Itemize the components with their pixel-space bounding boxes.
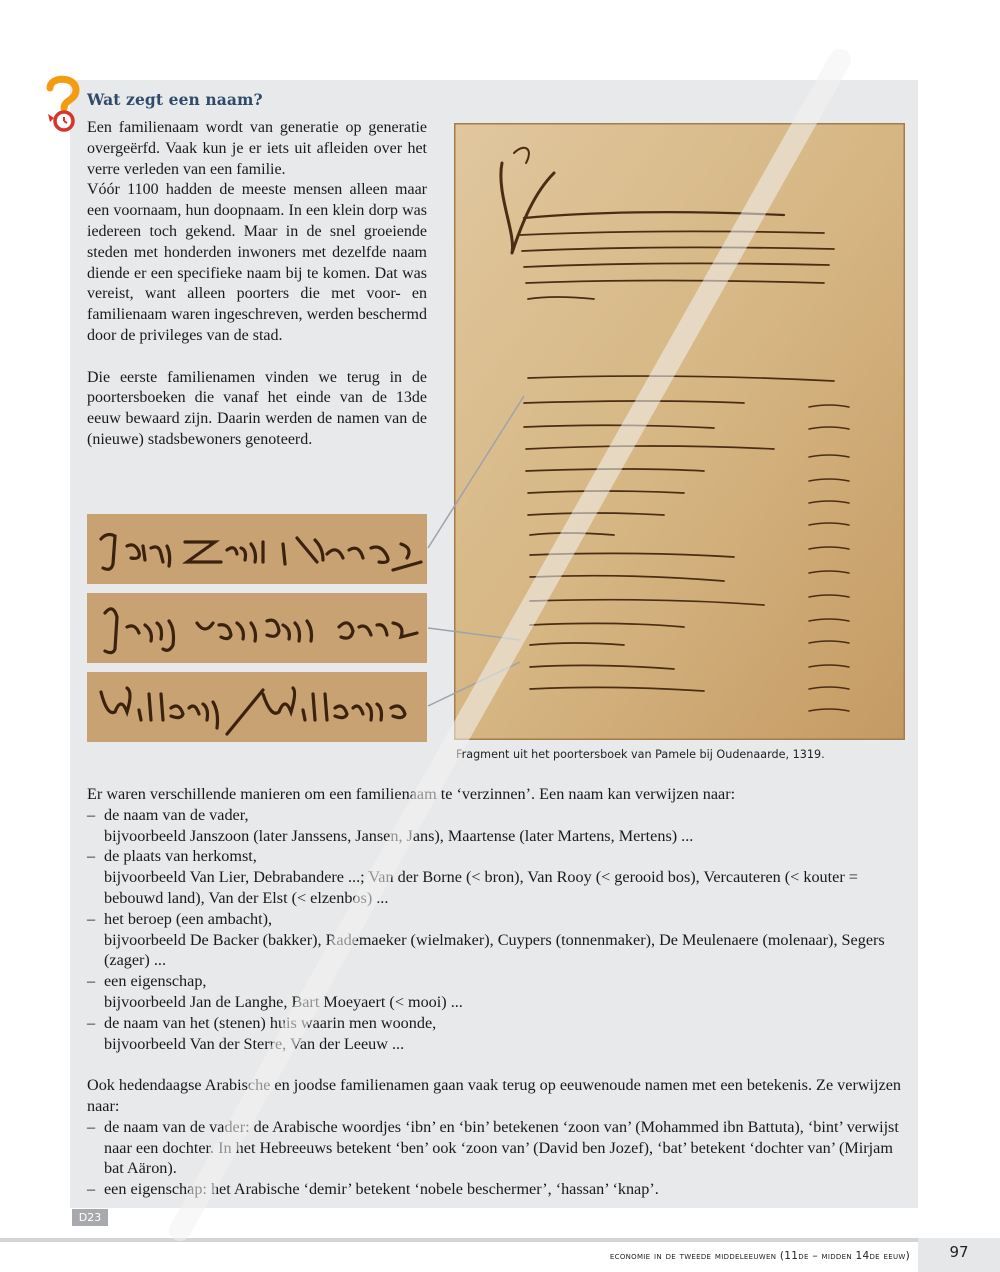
image-caption: Fragment uit het poortersboek van Pamele bij Oudenaarde, 1319. bbox=[456, 748, 825, 761]
body-intro: Er waren verschillende manieren om een familienaam te ‘verzinnen’. Een naam kan verwijzen naar: bbox=[87, 785, 736, 803]
list-item-example: bijvoorbeeld Janszoon (later Janssens, Jansen, Jans), Maartense (later Martens, Mertens) ... bbox=[104, 826, 694, 845]
intro-paragraph: Vóór 1100 hadden de meeste mensen alleen maar een voornaam, hun doopnaam. In een klein dorp was iedereen toch gekend. Maar in de snel groeiende steden met honderden inwoners met dezelfde naam diende er een specifieke naam bij te komen. Dat was vereist, want alleen poorters die met voor- en familienaam waren ingeschreven, werden beschermd door de privileges van de stad. bbox=[87, 181, 427, 344]
list-item: – een eigenschap: het Arabische ‘demir’ betekent ‘nobele beschermer’, ‘hassan’ ‘knap’. bbox=[87, 1180, 659, 1199]
list-item-example: bijvoorbeeld Jan de Langhe, Bart Moeyaert (< mooi) ... bbox=[104, 992, 463, 1011]
handwriting-snippet bbox=[87, 672, 427, 742]
list-item-example: bijvoorbeeld Van Lier, Debrabandere ...; Van der Borne (< bron), Van Rooy (< gerooid bos), Vercauteren (< kouter = bebouwd land), Van der Elst (< elzenbos) ... bbox=[104, 868, 858, 907]
list-item: – de naam van het (stenen) huis waarin men woonde, bbox=[87, 1013, 437, 1032]
list-item: – de plaats van herkomst, bbox=[87, 847, 257, 866]
page-number: 97 bbox=[949, 1243, 969, 1261]
list-item: – het beroep (een ambacht), bbox=[87, 909, 273, 928]
body-text bbox=[87, 784, 902, 1200]
intro-paragraph: Die eerste familienamen vinden we terug in de poortersboeken die vanaf het einde van de 13de eeuw bewaard zijn. Daarin werden de namen van de (nieuwe) stadsbewoners genoteerd. bbox=[87, 368, 427, 448]
handwriting-snippet bbox=[87, 514, 427, 584]
footer-chapter-title: economie in de tweede middeleeuwen (11de – midden 14de eeuw) bbox=[609, 1250, 910, 1262]
list-item-example: bijvoorbeeld Van der Sterre, Van der Leeuw ... bbox=[104, 1034, 405, 1053]
source-tag: D23 bbox=[72, 1209, 108, 1226]
intro-paragraph: Een familienaam wordt van generatie op generatie overgeërfd. Vaak kun je er iets uit afleiden over het verre verleden van een familie. bbox=[87, 119, 427, 178]
handwriting-snippet bbox=[87, 593, 427, 663]
list-item: – de naam van de vader, bbox=[87, 805, 249, 824]
list-item-example: bijvoorbeeld De Backer (bakker), Rademaeker (wielmaker), Cuypers (tonnenmaker), De Meulenaere (molenaar), Segers (zager) ... bbox=[104, 930, 885, 970]
arabic-intro: Ook hedendaagse Arabische en joodse familienamen gaan vaak terug op eeuwenoude namen met een betekenis. Ze verwijzen naar: bbox=[87, 1076, 901, 1115]
list-item: – een eigenschap, bbox=[87, 972, 207, 991]
section-heading: Wat zegt een naam? bbox=[87, 90, 263, 109]
list-item: – de naam van de vader: de Arabische woordjes ‘ibn’ en ‘bin’ betekenen ‘zoon van’ (Mohammed ibn Battuta), ‘bint’ verwijst naar een dochter. In het Hebreeuws betekent ‘ben’ ook ‘zoon van’ (David ben Jozef), ‘bat’ betekent ‘dochter van’ (Mirjam bat Aäron). bbox=[87, 1117, 899, 1178]
